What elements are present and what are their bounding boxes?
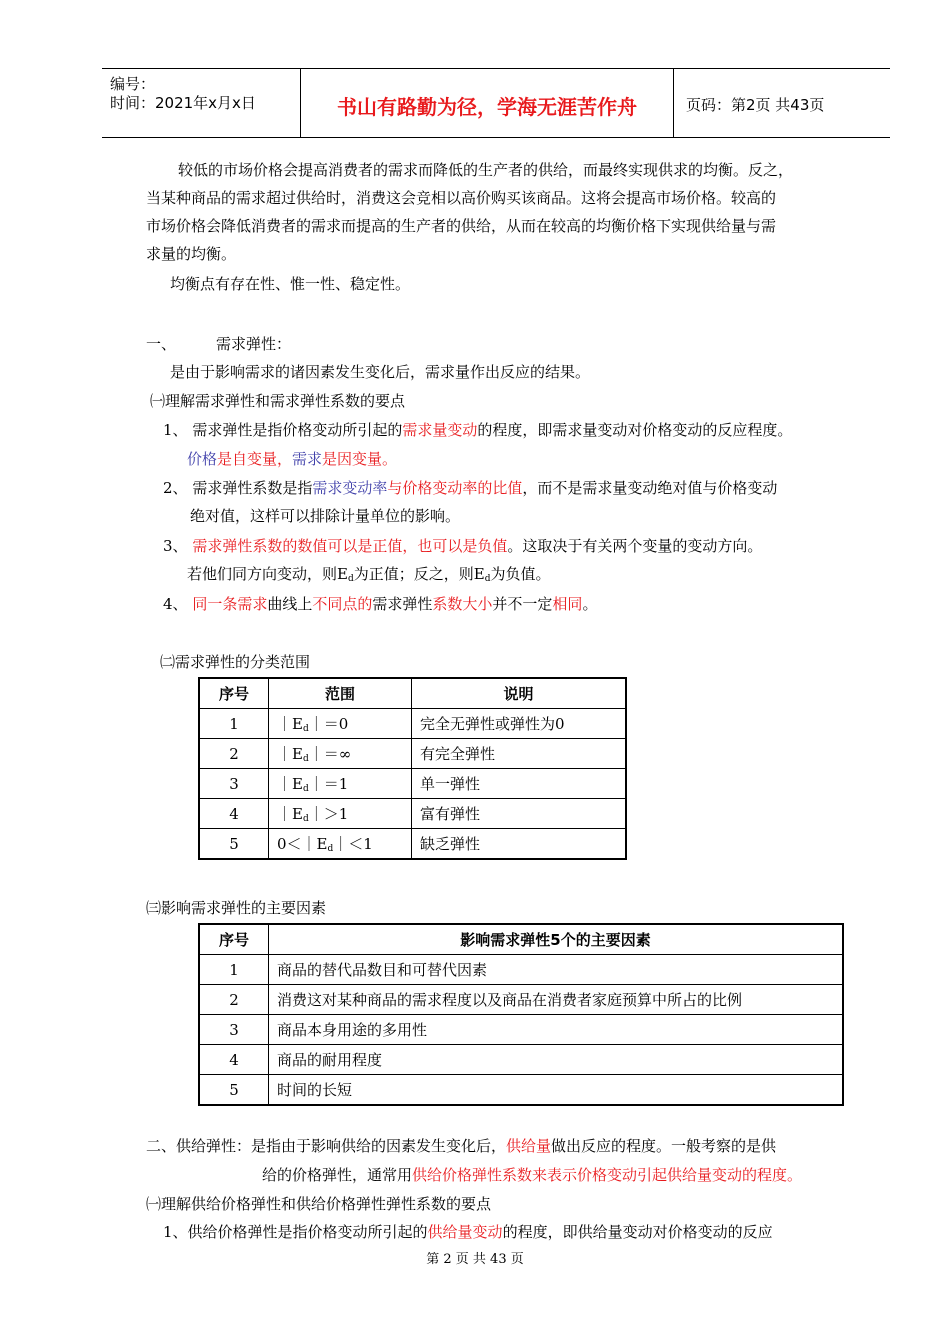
item4-b: 曲线上	[267, 595, 313, 613]
item1-line2	[187, 448, 397, 469]
intro-line-1: 较低的市场价格会提高消费者的需求而降低的生产者的供给，而最终实现供求的均衡。反之，	[178, 161, 794, 179]
row-range: $|E_d|>1$	[269, 799, 412, 829]
row-desc: 缺乏弹性	[412, 829, 627, 860]
col-header-desc: 说明	[412, 678, 627, 709]
item1-dependent: 是因变量。	[322, 450, 398, 468]
intro-equilibrium: 均衡点有存在性、惟一性、稳定性。	[170, 275, 411, 293]
row-no: 3	[199, 769, 269, 799]
section2-l2-a: 给的价格弹性，通常用	[262, 1166, 413, 1184]
page-header	[102, 68, 890, 138]
item3-text-c: 若他们同方向变动，则	[187, 565, 338, 583]
item4-f: 并不一定	[492, 595, 553, 613]
table-row	[199, 739, 626, 769]
doc-time: 时间：2021年x月x日	[110, 94, 256, 112]
doc-number: 编号：	[110, 75, 156, 93]
item4-num: 4、	[163, 595, 188, 613]
header-page-info: 页码：第2页 共43页	[686, 96, 825, 114]
section2-l2-highlight: 供给价格弹性系数来表示价格变动引起供给量变动的程度。	[412, 1166, 803, 1184]
item3-line1	[163, 535, 762, 556]
item3-text-e: 为负值。	[490, 565, 551, 583]
intro-line-3: 市场价格会降低消费者的需求而提高的生产者的供给，从而在较高的均衡价格下实现供给量与需	[146, 217, 777, 235]
item1-text-a: 需求弹性是指价格变动所引起的	[192, 421, 403, 439]
item4-g: 相同	[552, 595, 583, 613]
row-desc: 商品的耐用程度	[269, 1045, 844, 1075]
section2-line1	[146, 1135, 776, 1156]
table-row	[199, 985, 843, 1015]
section2-item1	[163, 1221, 773, 1242]
row-desc: 消费这对某种商品的需求程度以及商品在消费者家庭预算中所占的比例	[269, 985, 844, 1015]
row-desc: 有完全弹性	[412, 739, 627, 769]
col-header-no: 序号	[199, 678, 269, 709]
table-row	[199, 769, 626, 799]
item1-price: 价格	[187, 450, 218, 468]
row-no: 5	[199, 1075, 269, 1106]
header-page-cell	[674, 69, 890, 137]
item1-demand: 需求	[292, 450, 323, 468]
elasticity-factors-table	[198, 923, 844, 1106]
item1-independent: 是自变量，	[217, 450, 293, 468]
section2-item1-a: 1、供给价格弹性是指价格变动所引起的	[163, 1223, 428, 1241]
item1-highlight: 需求量变动	[402, 421, 478, 439]
row-range: $0<|E_d|<1$	[269, 829, 412, 860]
table-header-row	[199, 924, 843, 955]
col-header-no: 序号	[199, 924, 269, 955]
header-left-cell	[102, 69, 301, 137]
section1-sub1: ㈠理解需求弹性和需求弹性系数的要点	[150, 392, 406, 410]
item3-highlight: 需求弹性系数的数值可以是正值，也可以是负值	[192, 537, 508, 555]
row-no: 2	[199, 985, 269, 1015]
row-no: 5	[199, 829, 269, 860]
section1-sub2: ㈡需求弹性的分类范围	[160, 653, 311, 671]
header-motto: 书山有路勤为径，学海无涯苦作舟	[337, 95, 637, 119]
row-desc: 商品的替代品数目和可替代因素	[269, 955, 844, 985]
section1-num: 一、	[146, 335, 177, 353]
item4-d: 需求弹性	[372, 595, 433, 613]
row-range: $|E_d|=1$	[269, 769, 412, 799]
row-no: 1	[199, 709, 269, 739]
table-header-row	[199, 678, 626, 709]
section2-l1-supply: 供给量	[506, 1137, 552, 1155]
section1-sub3: ㈢影响需求弹性的主要因素	[146, 899, 327, 917]
item2-text-a: 需求弹性系数是指	[192, 479, 313, 497]
row-no: 1	[199, 955, 269, 985]
item2-text-d: ，而不是需求量变动绝对值与价格变动	[522, 479, 778, 497]
table-row	[199, 829, 626, 860]
row-no: 3	[199, 1015, 269, 1045]
section1-title: 需求弹性：	[216, 335, 292, 353]
page-footer: 第 2 页 共 43 页	[426, 1252, 524, 1267]
intro-line-2: 当某种商品的需求超过供给时，消费这会竞相以高价购买该商品。这将会提高市场价格。较高的	[146, 189, 777, 207]
table-row	[199, 955, 843, 985]
item4-h: 。	[582, 595, 598, 613]
item3-text-d: 为正值；反之，则	[353, 565, 474, 583]
item2-line2: 绝对值，这样可以排除计量单位的影响。	[190, 507, 461, 525]
ed-symbol-2: $E_d$	[473, 565, 491, 584]
section1-desc: 是由于影响需求的诸因素发生变化后，需求量作出反应的结果。	[170, 363, 591, 381]
section2-line2	[262, 1164, 802, 1185]
section2-l1-c: 做出反应的程度。一般考察的是供	[551, 1137, 777, 1155]
section2-sub1: ㈠理解供给价格弹性和供给价格弹性弹性系数的要点	[146, 1195, 492, 1213]
row-range: $|E_d|=\infty$	[269, 739, 412, 769]
item1-text-c: 的程度，即需求量变动对价格变动的反应程度。	[477, 421, 793, 439]
item2-demand-rate: 需求变动率	[312, 479, 388, 497]
col-header-range: 范围	[269, 678, 412, 709]
section2-item1-c: 的程度，即供给量变动对价格变动的反应	[502, 1223, 773, 1241]
item2-num: 2、	[163, 479, 188, 497]
row-desc: 单一弹性	[412, 769, 627, 799]
row-range: $|E_d|=0$	[269, 709, 412, 739]
item4-c: 不同点的	[312, 595, 373, 613]
section1-heading	[146, 333, 291, 354]
row-desc: 完全无弹性或弹性为0	[412, 709, 627, 739]
item3-line2	[187, 563, 550, 584]
item2-ratio: 与价格变动率的比值	[387, 479, 523, 497]
row-desc: 富有弹性	[412, 799, 627, 829]
row-desc: 时间的长短	[269, 1075, 844, 1106]
row-no: 4	[199, 1045, 269, 1075]
item1-line1	[163, 419, 792, 440]
col-header-factors: 影响需求弹性5个的主要因素	[269, 924, 844, 955]
item4-a: 同一条需求	[192, 595, 268, 613]
ed-symbol-1: $E_d$	[337, 565, 354, 584]
row-no: 4	[199, 799, 269, 829]
row-desc: 商品本身用途的多用性	[269, 1015, 844, 1045]
intro-line-4: 求量的均衡。	[146, 245, 237, 263]
item1-num: 1、	[163, 421, 188, 439]
item4-e: 系数大小	[432, 595, 493, 613]
table-row	[199, 709, 626, 739]
section2-item1-highlight: 供给量变动	[427, 1223, 503, 1241]
header-motto-cell	[301, 69, 674, 137]
table-row	[199, 1045, 843, 1075]
item4-line	[163, 593, 597, 614]
table-row	[199, 799, 626, 829]
item3-text-b: 。这取决于有关两个变量的变动方向。	[507, 537, 763, 555]
row-no: 2	[199, 739, 269, 769]
table-row	[199, 1075, 843, 1106]
item2-line1	[163, 477, 777, 498]
elasticity-range-table	[198, 677, 627, 860]
table-row	[199, 1015, 843, 1045]
item3-num: 3、	[163, 537, 188, 555]
section2-l1-a: 二、供给弹性：是指由于影响供给的因素发生变化后，	[146, 1137, 507, 1155]
